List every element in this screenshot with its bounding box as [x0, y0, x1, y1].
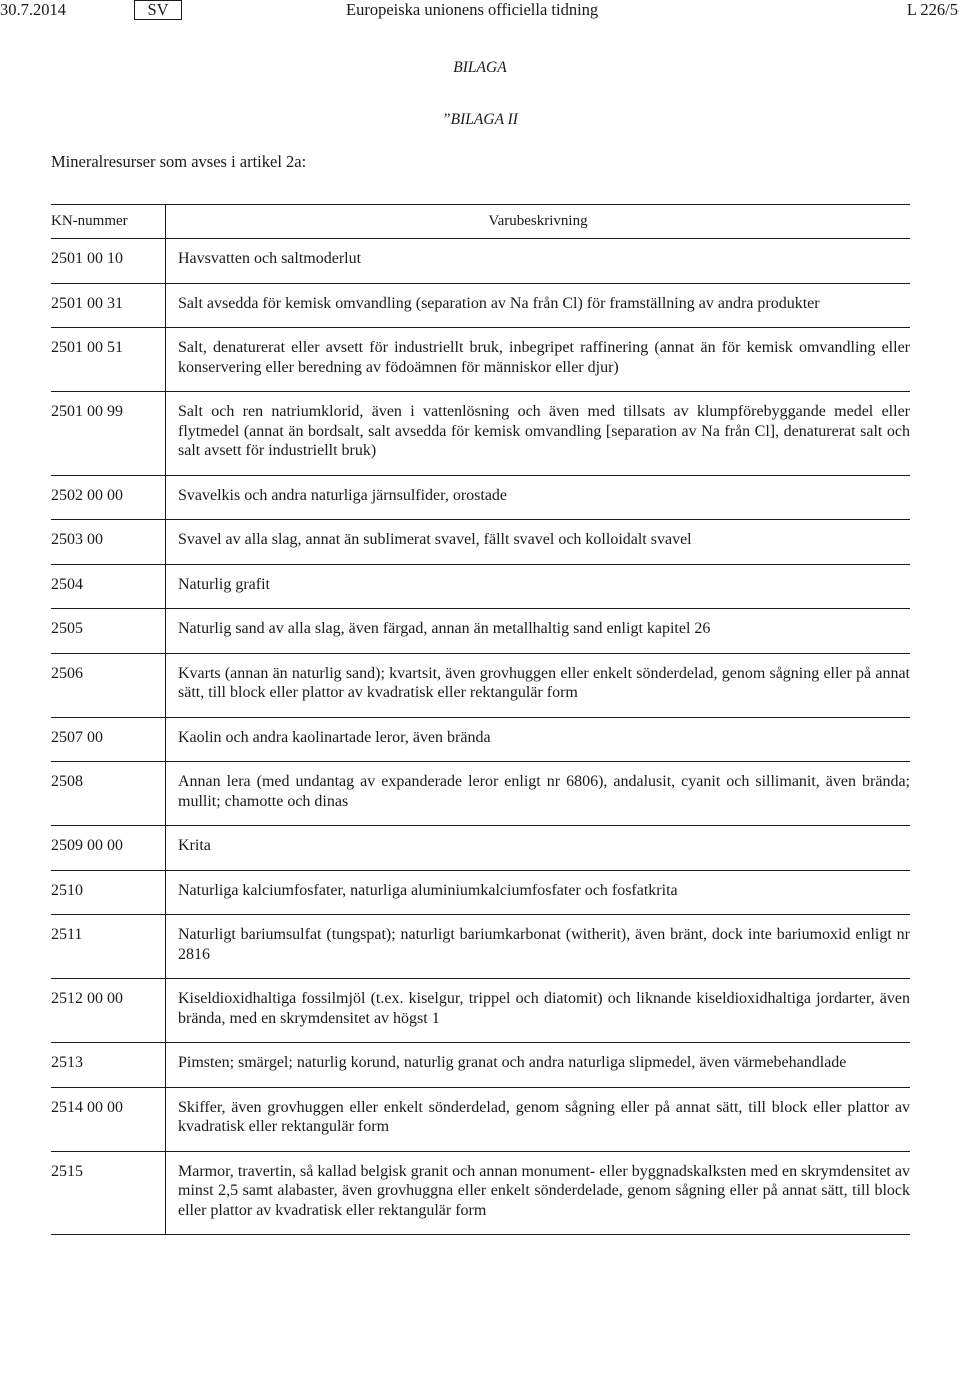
table-row: [51, 328, 910, 392]
table-row: [51, 1151, 910, 1235]
cn-code-cell: 2508: [51, 762, 166, 826]
cn-code-cell: 2501 00 10: [51, 239, 166, 284]
description-cell: [166, 870, 911, 915]
description-text: Svavelkis och andra naturliga järnsulfider, orostade: [178, 486, 508, 504]
description-text: Naturlig grafit: [178, 575, 270, 593]
description-text: Havsvatten och saltmoderlut: [178, 250, 362, 267]
page-header: [0, 0, 960, 20]
table-row: [51, 979, 910, 1043]
column-header-cn: KN-nummer: [51, 205, 166, 239]
cn-code-cell: 2507 00: [51, 717, 166, 762]
language-badge: SV: [134, 0, 182, 20]
description-text: Svavel av alla slag, annat än sublimerat svavel, fällt svavel och kolloidalt svavel: [178, 531, 692, 548]
table-row: [51, 870, 910, 915]
description-cell: [166, 520, 911, 565]
description-cell: [166, 979, 911, 1043]
description-text: Kaolin och andra kaolinartade leror, även brända: [178, 728, 491, 746]
table-row: [51, 826, 910, 871]
description-text: Salt avsedda för kemisk omvandling (separation av Na från Cl) för framställning av andra produkter: [178, 294, 820, 312]
cn-code-cell: 2505: [51, 609, 166, 654]
table-row: [51, 1043, 910, 1088]
cn-code-cell: 2509 00 00: [51, 826, 166, 871]
cn-code-cell: 2506: [51, 653, 166, 717]
description-text: Naturliga kalciumfosfater, naturliga aluminiumkalciumfosfater och fosfatkrita: [178, 881, 678, 899]
publication-date: 30.7.2014: [0, 0, 66, 19]
cn-code-cell: 2515: [51, 1151, 166, 1235]
table-row: [51, 239, 910, 284]
cn-code-cell: 2513: [51, 1043, 166, 1088]
cn-code-cell: 2501 00 51: [51, 328, 166, 392]
description-cell: [166, 762, 911, 826]
cn-code-cell: 2503 00: [51, 520, 166, 565]
table-row: [51, 564, 910, 609]
description-cell: [166, 826, 911, 871]
description-cell: [166, 717, 911, 762]
cn-code-cell: 2504: [51, 564, 166, 609]
table-row: [51, 520, 910, 565]
description-text: Skiffer, även grovhuggen eller enkelt sönderdelad, genom sågning eller på annat sätt, till block eller plattor av kvadratisk eller rektangulär form: [178, 1098, 910, 1135]
cn-code-cell: 2501 00 31: [51, 283, 166, 328]
description-text: Naturlig sand av alla slag, även färgad, annan än metallhaltig sand enligt kapitel 26: [178, 620, 711, 637]
table-row: [51, 762, 910, 826]
mineral-resources-table: [51, 204, 910, 1235]
cn-code-cell: 2510: [51, 870, 166, 915]
cn-code-cell: 2501 00 99: [51, 392, 166, 476]
table-row: [51, 717, 910, 762]
table-row: [51, 915, 910, 979]
description-text: Pimsten; smärgel; naturlig korund, naturlig granat och andra naturliga slipmedel, även värmebehandlade: [178, 1054, 847, 1071]
cn-code-cell: 2514 00 00: [51, 1087, 166, 1151]
description-cell: [166, 283, 911, 328]
description-text: Marmor, travertin, så kallad belgisk granit och annan monument- eller byggnadskalksten med en skrymdensitet av minst 2,5 samt alabaster, även grovhuggna eller enkelt sönderdelade, genom sågning eller på annat sätt, till block eller plattor av kvadratisk eller rektangulär form: [178, 1162, 910, 1219]
description-cell: [166, 475, 911, 520]
description-text: Salt, denaturerat eller avsett för industriellt bruk, inbegripet raffinering (annat än för kemisk omvandling eller konservering eller beredning av födoämnen för människor eller djur): [178, 339, 910, 376]
description-cell: [166, 609, 911, 654]
description-cell: [166, 1043, 911, 1088]
journal-title: Europeiska unionens officiella tidning: [346, 0, 599, 19]
annex-title: BILAGA: [453, 59, 507, 76]
description-cell: [166, 1151, 911, 1235]
description-text: Kiseldioxidhaltiga fossilmjöl (t.ex. kiselgur, trippel och diatomit) och liknande kiseldioxidhaltiga jordarter, även brända, med en skrymdensitet av högst 1: [178, 990, 910, 1027]
cn-code-cell: 2502 00 00: [51, 475, 166, 520]
table-row: [51, 1087, 910, 1151]
table-header-row: [51, 205, 910, 239]
description-text: Salt och ren natriumklorid, även i vattenlösning och även med tillsats av klumpförebyggande medel eller flytmedel (annat än bordsalt, salt avsedda för kemisk omvandling [separation av Na från Cl], denaturerat salt och salt avsett för industriellt bruk): [178, 403, 910, 459]
table-row: [51, 392, 910, 476]
cn-code-cell: 2512 00 00: [51, 979, 166, 1043]
description-text: Naturligt bariumsulfat (tungspat); naturligt bariumkarbonat (witherit), även bränt, dock inte bariumoxid enligt nr 2816: [178, 926, 910, 963]
column-header-description: Varubeskrivning: [166, 205, 911, 239]
description-cell: [166, 239, 911, 284]
table-row: [51, 653, 910, 717]
description-cell: [166, 915, 911, 979]
table-row: [51, 475, 910, 520]
description-cell: [166, 328, 911, 392]
cn-code-cell: 2511: [51, 915, 166, 979]
intro-text: Mineralresurser som avses i artikel 2a:: [51, 152, 307, 171]
annex-subtitle: ”BILAGA II: [442, 111, 518, 128]
description-text: Krita: [178, 837, 211, 854]
table-body: [51, 239, 910, 1235]
page-number: L 226/5: [906, 0, 958, 19]
description-text: Annan lera (med undantag av expanderade leror enligt nr 6806), andalusit, cyanit och sillimanit, även brända; mullit; chamotte och dinas: [178, 773, 910, 810]
description-cell: [166, 392, 911, 476]
table-row: [51, 609, 910, 654]
description-cell: [166, 1087, 911, 1151]
description-cell: [166, 653, 911, 717]
description-cell: [166, 564, 911, 609]
description-text: Kvarts (annan än naturlig sand); kvartsit, även grovhuggen eller enkelt sönderdelad, genom sågning eller på annat sätt, till block eller plattor av kvadratisk eller rektangulär form: [178, 664, 910, 701]
table-row: [51, 283, 910, 328]
